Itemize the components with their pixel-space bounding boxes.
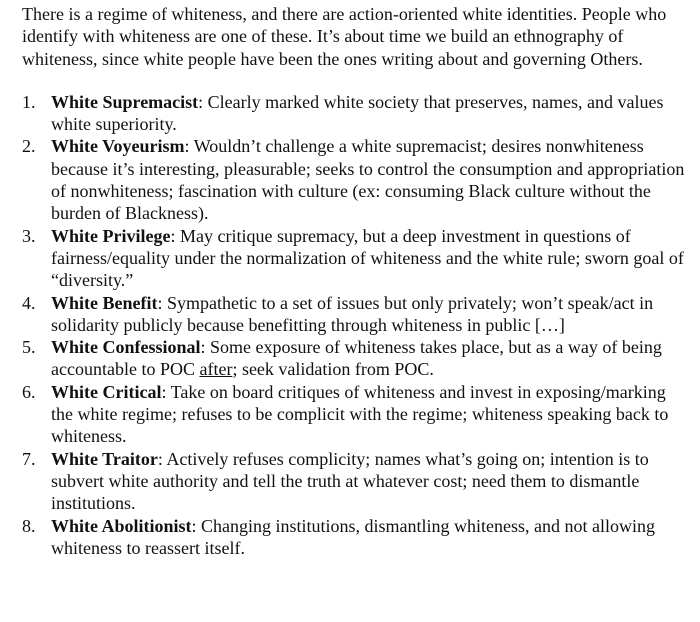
list-item [22, 292, 688, 337]
list-description: : May critique supremacy, but a deep investment in questions of fairness/equality under the normalization of whiteness and the white rule; sworn goal of “diversity.” [51, 225, 684, 291]
list-term: White Confessional [51, 337, 201, 358]
list-description: : Actively refuses complicity; names what’s going on; intention is to subvert white authority and tell the truth at whatever cost; need them to dismantle institutions. [51, 448, 649, 514]
list-item [22, 225, 688, 292]
list-number: 8. [22, 515, 36, 536]
list-description: : Take on board critiques of whiteness and invest in exposing/marking the white regime; refuses to be complicit with the regime; whiteness speaking back to whiteness. [51, 381, 669, 447]
list-number: 5. [22, 337, 36, 358]
list-term: White Traitor [51, 448, 158, 469]
identity-list [22, 91, 688, 559]
list-term: White Supremacist [51, 91, 199, 112]
list-description: : Sympathetic to a set of issues but only privately; won’t speak/act in solidarity publicly because benefitting through whiteness in public […] [51, 292, 654, 335]
list-item [22, 91, 688, 136]
list-number: 7. [22, 448, 36, 469]
list-number: 1. [22, 91, 36, 112]
list-term: White Critical [51, 381, 162, 402]
list-term: White Voyeurism [51, 136, 185, 157]
underlined-word: after [199, 359, 233, 380]
list-item [22, 336, 688, 381]
list-item [22, 381, 688, 448]
list-description-before: : Some exposure of whiteness takes place, but as a way of being accountable to POC [51, 337, 662, 380]
list-number: 4. [22, 292, 36, 313]
list-number: 2. [22, 136, 36, 157]
list-term: White Privilege [51, 225, 171, 246]
list-term: White Abolitionist [51, 515, 192, 536]
list-term: White Benefit [51, 292, 158, 313]
list-item [22, 515, 688, 560]
list-item [22, 135, 688, 224]
list-description: : Wouldn’t challenge a white supremacist; desires nonwhiteness because it’s interesting, pleasurable; seeks to control the consumption and appropriation of nonwhiteness; fascination with culture (ex: consuming Black culture without the burden of Blackness). [51, 136, 685, 224]
list-number: 6. [22, 381, 36, 402]
list-description-after: ; seek validation from POC. [232, 359, 434, 380]
list-item [22, 448, 688, 515]
intro-paragraph: There is a regime of whiteness, and there are action-oriented white identities. People who identify with whiteness are one of these. It’s about time we build an ethnography of whiteness, since white people have been the ones writing about and governing Others. [22, 4, 667, 69]
list-description: : Clearly marked white society that preserves, names, and values white superiority. [51, 91, 664, 135]
list-number: 3. [22, 225, 36, 246]
list-description: : Changing institutions, dismantling whiteness, and not allowing whiteness to reassert itself. [51, 515, 656, 558]
